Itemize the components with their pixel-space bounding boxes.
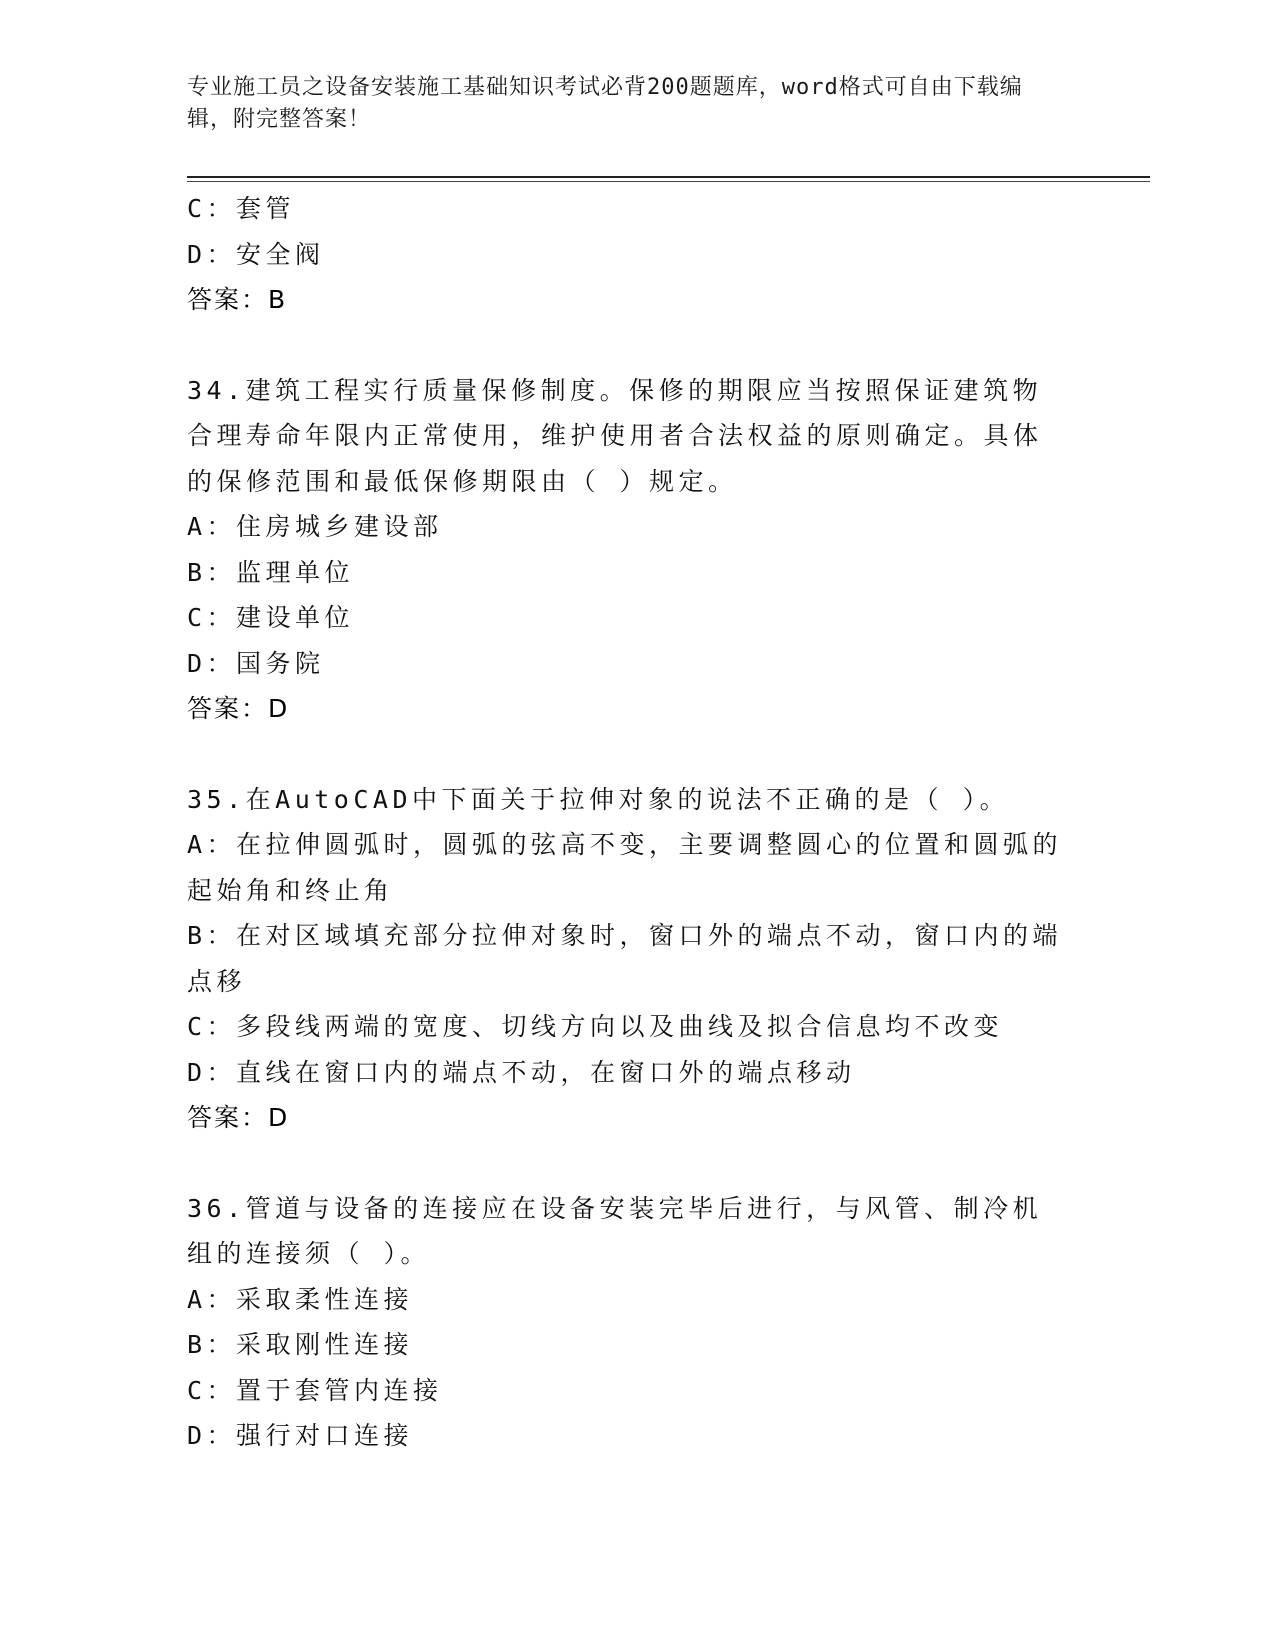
question-stem: 36.管道与设备的连接应在设备安装完毕后进行，与风管、制冷机组的连接须（ ）。 bbox=[187, 1193, 1043, 1268]
option-d: D：强行对口连接 bbox=[187, 1421, 414, 1450]
option-b: B：监理单位 bbox=[187, 557, 355, 587]
answer-line: 答案：D bbox=[187, 1103, 290, 1132]
option-c: C：建设单位 bbox=[187, 603, 355, 632]
option-c: C：套管 bbox=[187, 194, 296, 223]
document-body bbox=[187, 186, 1067, 1459]
option-a: A：采取柔性连接 bbox=[187, 1284, 414, 1314]
option-b: B：采取刚性连接 bbox=[187, 1330, 414, 1359]
answer-line: 答案：B bbox=[187, 285, 288, 314]
question-33-continued bbox=[187, 186, 1067, 323]
option-d: D：直线在窗口内的端点不动，在窗口外的端点移动 bbox=[187, 1057, 856, 1087]
header-divider-thin bbox=[187, 181, 1150, 182]
option-d: D：安全阀 bbox=[187, 239, 325, 269]
option-b: B：在对区域填充部分拉伸对象时，窗口外的端点不动，窗口内的端点移 bbox=[187, 921, 1063, 996]
option-c: C：置于套管内连接 bbox=[187, 1375, 443, 1405]
option-d: D：国务院 bbox=[187, 648, 325, 678]
question-stem: 35.在AutoCAD中下面关于拉伸对象的说法不正确的是（ ）。 bbox=[187, 784, 1010, 814]
option-a: A：在拉伸圆弧时，圆弧的弦高不变，主要调整圆心的位置和圆弧的起始角和终止角 bbox=[187, 830, 1063, 905]
option-c: C：多段线两端的宽度、切线方向以及曲线及拟合信息均不改变 bbox=[187, 1012, 1004, 1041]
header-divider-thick bbox=[187, 176, 1150, 178]
question-35 bbox=[187, 777, 1067, 1141]
answer-line: 答案：D bbox=[187, 694, 290, 723]
question-34 bbox=[187, 368, 1067, 732]
spacer bbox=[187, 323, 1067, 368]
document-header: 专业施工员之设备安装施工基础知识考试必背200题题库，word格式可自由下载编辑，附完整答案！ bbox=[187, 75, 1023, 132]
question-36 bbox=[187, 1186, 1067, 1459]
question-stem: 34.建筑工程实行质量保修制度。保修的期限应当按照保证建筑物合理寿命年限内正常使用，维护使用者合法权益的原则确定。具体的保修范围和最低保修期限由（ ）规定。 bbox=[187, 375, 1043, 496]
option-a: A：住房城乡建设部 bbox=[187, 512, 443, 541]
spacer bbox=[187, 732, 1067, 777]
spacer bbox=[187, 1141, 1067, 1186]
